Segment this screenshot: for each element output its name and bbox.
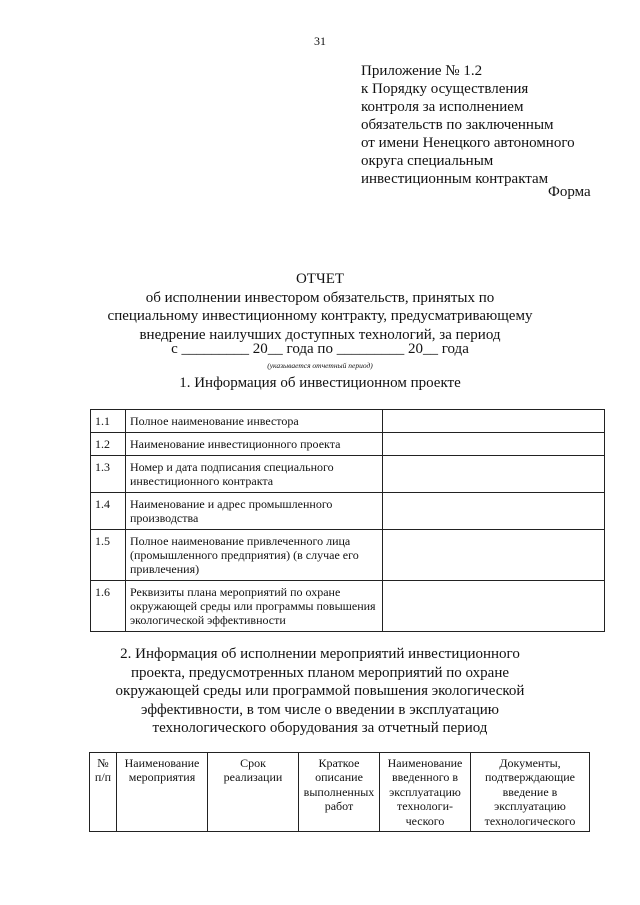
report-subtitle-line: об исполнении инвестором обязательств, принятых по (145, 289, 495, 306)
section2-heading-line: технологического оборудования за отчетный период (152, 720, 488, 737)
header-line: реализации (223, 770, 283, 785)
header-line: введение в (502, 784, 558, 799)
table-row (91, 530, 605, 581)
row-label: Наименование инвестиционного проекта (126, 433, 383, 456)
header-line: Документы, (499, 756, 561, 770)
section2-heading-line: 2. Информация об исполнении мероприятий инвестиционного (120, 646, 520, 662)
column-header-number (90, 753, 117, 832)
section1-heading: 1. Информация об инвестиционном проекте (179, 375, 461, 391)
appendix-line: от имени Ненецкого автономного (361, 135, 575, 151)
appendix-line: контроля за исполнением (361, 99, 524, 115)
header-line: мероприятия (128, 770, 196, 785)
activities-table (89, 752, 590, 832)
table-row (91, 410, 605, 433)
header-line: эксплуатацию (494, 799, 566, 814)
row-number: 1.5 (91, 530, 126, 581)
report-subtitle-line: специальному инвестиционному контракту, предусматривающему (107, 308, 533, 325)
column-header-documents (471, 753, 590, 832)
row-label: Реквизиты плана мероприятий по охране окружающей среды или программы повышения экологической эффективности (126, 581, 383, 632)
header-line: Срок (240, 756, 266, 770)
form-label: Форма (548, 184, 591, 200)
row-label: Наименование и адрес промышленного производства (126, 493, 383, 530)
row-value[interactable] (383, 581, 605, 632)
appendix-line: округа специальным (361, 153, 494, 169)
header-line: технологического (484, 813, 576, 828)
appendix-line: к Порядку осуществления (361, 81, 529, 97)
row-label: Номер и дата подписания специального инвестиционного контракта (126, 456, 383, 493)
header-line: Наименование (124, 756, 200, 770)
header-line: ческого (405, 813, 445, 828)
row-number: 1.2 (91, 433, 126, 456)
row-value[interactable] (383, 456, 605, 493)
header-line: работ (324, 799, 354, 814)
row-number: 1.1 (91, 410, 126, 433)
row-number: 1.4 (91, 493, 126, 530)
row-value[interactable] (383, 410, 605, 433)
column-header-equipment (380, 753, 471, 832)
appendix-line: обязательств по заключенным (361, 117, 554, 133)
project-info-table (90, 409, 605, 632)
report-subtitle-line: внедрение наилучших доступных технологий, за период (139, 326, 501, 343)
table-row (91, 456, 605, 493)
report-title-block (0, 270, 640, 344)
column-header-activity (117, 753, 208, 832)
table-header-row (90, 753, 590, 832)
header-line: выполненных (303, 784, 375, 799)
header-line: п/п (94, 770, 112, 785)
section2-heading (0, 645, 640, 738)
row-label: Полное наименование инвестора (126, 410, 383, 433)
header-line: технологи- (396, 799, 453, 814)
header-line: Краткое (318, 756, 360, 770)
row-value[interactable] (383, 493, 605, 530)
row-label: Полное наименование привлеченного лица (промышленного предприятия) (в случае его привлечения) (126, 530, 383, 581)
section2-heading-line: окружающей среды или программой повышения экологической (115, 683, 525, 700)
table-row (91, 493, 605, 530)
column-header-term (208, 753, 299, 832)
table-row (91, 581, 605, 632)
row-value[interactable] (383, 433, 605, 456)
header-line: № (97, 756, 109, 770)
section2-heading-line: проекта, предусмотренных планом мероприятий по охране (130, 664, 510, 681)
row-value[interactable] (383, 530, 605, 581)
section2-heading-line: эффективности, в том числе о введении в эксплуатацию (140, 701, 499, 718)
row-number: 1.6 (91, 581, 126, 632)
column-header-description (299, 753, 380, 832)
header-line: описание (315, 770, 363, 785)
period-note: (указывается отчетный период) (267, 361, 373, 370)
header-line: эксплуатацию (389, 784, 461, 799)
appendix-line: инвестиционным контрактам (361, 171, 549, 187)
page-number: 31 (314, 34, 326, 48)
header-line: Наименование (387, 756, 463, 770)
table-row (91, 433, 605, 456)
appendix-block (361, 62, 601, 188)
report-title: ОТЧЕТ (295, 271, 345, 287)
appendix-line: Приложение № 1.2 (361, 63, 483, 79)
row-number: 1.3 (91, 456, 126, 493)
header-line: подтверждающие (484, 770, 576, 785)
period-line: с _________ 20__ года по _________ 20__ года (171, 341, 469, 357)
header-line: введенного в (392, 770, 458, 785)
